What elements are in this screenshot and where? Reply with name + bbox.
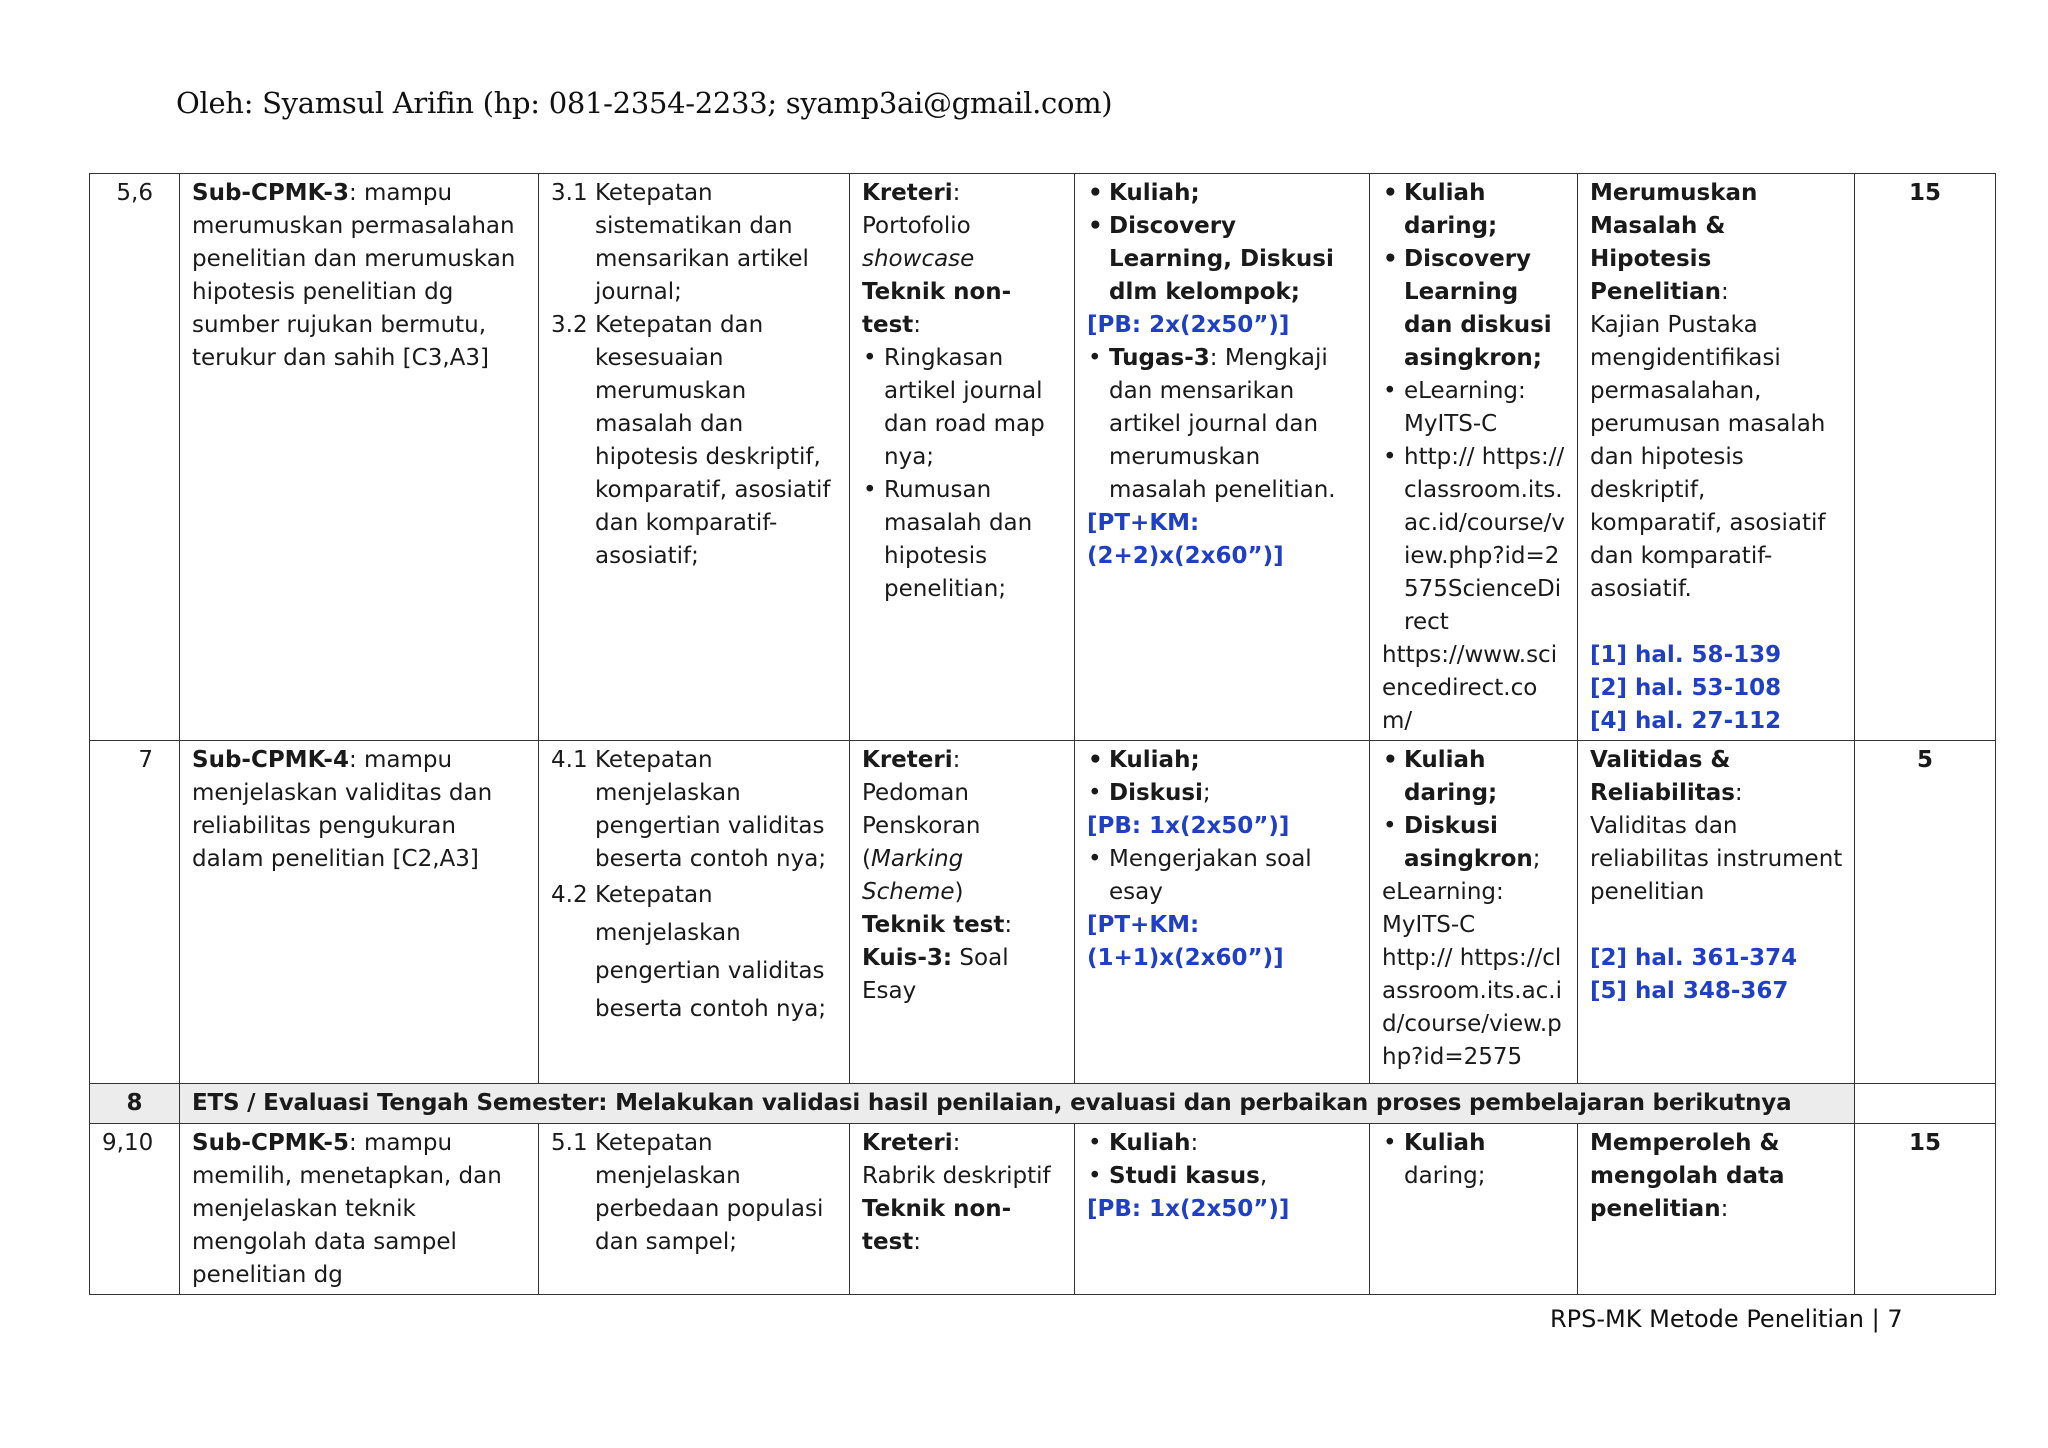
list-item: • Mengerjakan soal esay: [1087, 843, 1359, 909]
week-cell: 9,10: [90, 1124, 180, 1295]
indicator-item: 3.2 Ketepatan dan kesesuaian merumuskan masalah dan hipotesis deskriptif, komparatif, asosiatif dan komparatif-asosiatif;: [551, 312, 831, 569]
list-item: • Kuliah daring;: [1382, 177, 1567, 243]
list-item: • Kuliah:: [1087, 1127, 1359, 1160]
indicator-cell: [539, 174, 850, 741]
subcpmk-cell: [180, 174, 539, 741]
criteria-cell: Kreteri: Rabrik deskriptif Teknik non-test:: [850, 1124, 1075, 1295]
pb-label: [PB: 1x(2x50”)]: [1087, 1196, 1290, 1222]
table-row: [90, 1084, 1996, 1124]
reference: [5] hal 348-367: [1590, 978, 1789, 1004]
material-cell: Merumuskan Masalah & Hipotesis Penelitian: Kajian Pustaka mengidentifikasi permasalahan, perumusan masalah dan hipotesis deskriptif, komparatif, asosiatif dan komparatif-asosiatif. [1] hal. 58-139 [2] hal. 53-108 [4] hal. 27-112: [1578, 174, 1855, 741]
week-cell: 7: [90, 741, 180, 1084]
offline-learning-cell: [1075, 741, 1370, 1084]
indicator-item: 3.1 Ketepatan sistematikan dan mensarikan artikel journal;: [551, 180, 809, 305]
online-learning-cell: • Kuliah daring; • Diskusi asingkron; eLearning: MyITS-C http:// https://classroom.its.ac.id/course/view.php?id=2575: [1370, 741, 1578, 1084]
ptkm-label: [PT+KM:(1+1)x(2x60”)]: [1087, 912, 1284, 971]
ets-cell: ETS / Evaluasi Tengah Semester: Melakukan validasi hasil penilaian, evaluasi dan perbaikan proses pembelajaran berikutnya: [180, 1084, 1855, 1124]
week-cell: 8: [90, 1084, 180, 1124]
list-item: • Rumusan masalah dan hipotesis penelitian;: [862, 474, 1064, 606]
offline-learning-cell: [1075, 1124, 1370, 1295]
reference: [2] hal. 53-108: [1590, 675, 1782, 701]
list-item: • Diskusi;: [1087, 777, 1359, 810]
online-learning-cell: [1370, 1124, 1578, 1295]
link-item[interactable]: https://www.sciencedirect.com/: [1382, 642, 1558, 734]
link-item[interactable]: http:// https://classroom.its.ac.id/course/view.php?id=2575: [1382, 945, 1563, 1070]
weight-cell: 15: [1855, 1124, 1996, 1295]
week-cell: 5,6: [90, 174, 180, 741]
list-item: • Kuliah;: [1087, 744, 1359, 777]
list-item: • Discovery Learning, Diskusi dlm kelompok;: [1087, 210, 1359, 309]
link-item[interactable]: • http:// https://classroom.its.ac.id/course/view.php?id=2575ScienceDirect: [1382, 441, 1567, 639]
rps-table: [89, 173, 1996, 1295]
list-item: • Kuliah;: [1087, 177, 1359, 210]
subcpmk-text: : mampu merumuskan permasalahan penelitian dan merumuskan hipotesis penelitian dg sumber rujukan bermutu, terukur dan sahih [C3,A3]: [192, 180, 516, 371]
list-item: • Kuliah daring;: [1382, 744, 1567, 810]
page-header: Oleh: Syamsul Arifin (hp: 081-2354-2233; syamp3ai@gmail.com): [176, 86, 1113, 120]
criteria-cell: Kreteri: Portofolio showcase Teknik non-test: • Ringkasan artikel journal dan road map nya; • Rumusan masalah dan hipotesis penelitian;: [850, 174, 1075, 741]
table-row: [90, 741, 1996, 1084]
weight-cell: 5: [1855, 741, 1996, 1084]
offline-learning-cell: [1075, 174, 1370, 741]
list-item: • Studi kasus,: [1087, 1160, 1359, 1193]
indicator-cell: [539, 1124, 850, 1295]
reference: [2] hal. 361-374: [1590, 945, 1798, 971]
list-item: • Discovery Learning dan diskusi asingkron;: [1382, 243, 1567, 375]
list-item: • Diskusi asingkron;: [1382, 810, 1567, 876]
weight-cell: 15: [1855, 174, 1996, 741]
online-learning-cell: [1370, 174, 1578, 741]
indicator-item: 4.2 Ketepatan menjelaskan pengertian validitas beserta contoh nya;: [551, 882, 827, 1022]
pb-label: [PB: 1x(2x50”)]: [1087, 813, 1290, 839]
subcpmk-label: Sub-CPMK-3: [192, 180, 349, 206]
material-cell: Memperoleh & mengolah data penelitian:: [1578, 1124, 1855, 1295]
reference: [4] hal. 27-112: [1590, 708, 1782, 734]
indicator-item: 4.1 Ketepatan menjelaskan pengertian validitas beserta contoh nya;: [551, 747, 827, 872]
pb-label: [PB: 2x(2x50”)]: [1087, 312, 1290, 338]
subcpmk-cell: Sub-CPMK-4: mampu menjelaskan validitas dan reliabilitas pengukuran dalam penelitian [C2,A3]: [180, 741, 539, 1084]
list-item: • Kuliah daring;: [1382, 1127, 1567, 1193]
page-footer: RPS-MK Metode Penelitian | 7: [1550, 1305, 1903, 1333]
indicator-item: 5.1 Ketepatan menjelaskan perbedaan populasi dan sampel;: [551, 1130, 824, 1255]
list-item: • Ringkasan artikel journal dan road map nya;: [862, 342, 1064, 474]
criteria-cell: Kreteri: Pedoman Penskoran (Marking Scheme) Teknik test: Kuis-3: Soal Esay: [850, 741, 1075, 1084]
list-item: • eLearning: MyITS-C: [1382, 375, 1567, 441]
ptkm-label: [PT+KM:(2+2)x(2x60”)]: [1087, 510, 1284, 569]
material-cell: Valitidas & Reliabilitas: Validitas dan reliabilitas instrument penelitian [2] hal. 361-374 [5] hal 348-367: [1578, 741, 1855, 1084]
table-row: [90, 1124, 1996, 1295]
reference: [1] hal. 58-139: [1590, 642, 1782, 668]
table-row: [90, 174, 1996, 741]
list-item: • Tugas-3: Mengkaji dan mensarikan artikel journal dan merumuskan masalah penelitian.: [1087, 342, 1359, 507]
subcpmk-cell: Sub-CPMK-5: mampu memilih, menetapkan, dan menjelaskan teknik mengolah data sampel penelitian dg: [180, 1124, 539, 1295]
weight-cell: [1855, 1084, 1996, 1124]
indicator-cell: [539, 741, 850, 1084]
